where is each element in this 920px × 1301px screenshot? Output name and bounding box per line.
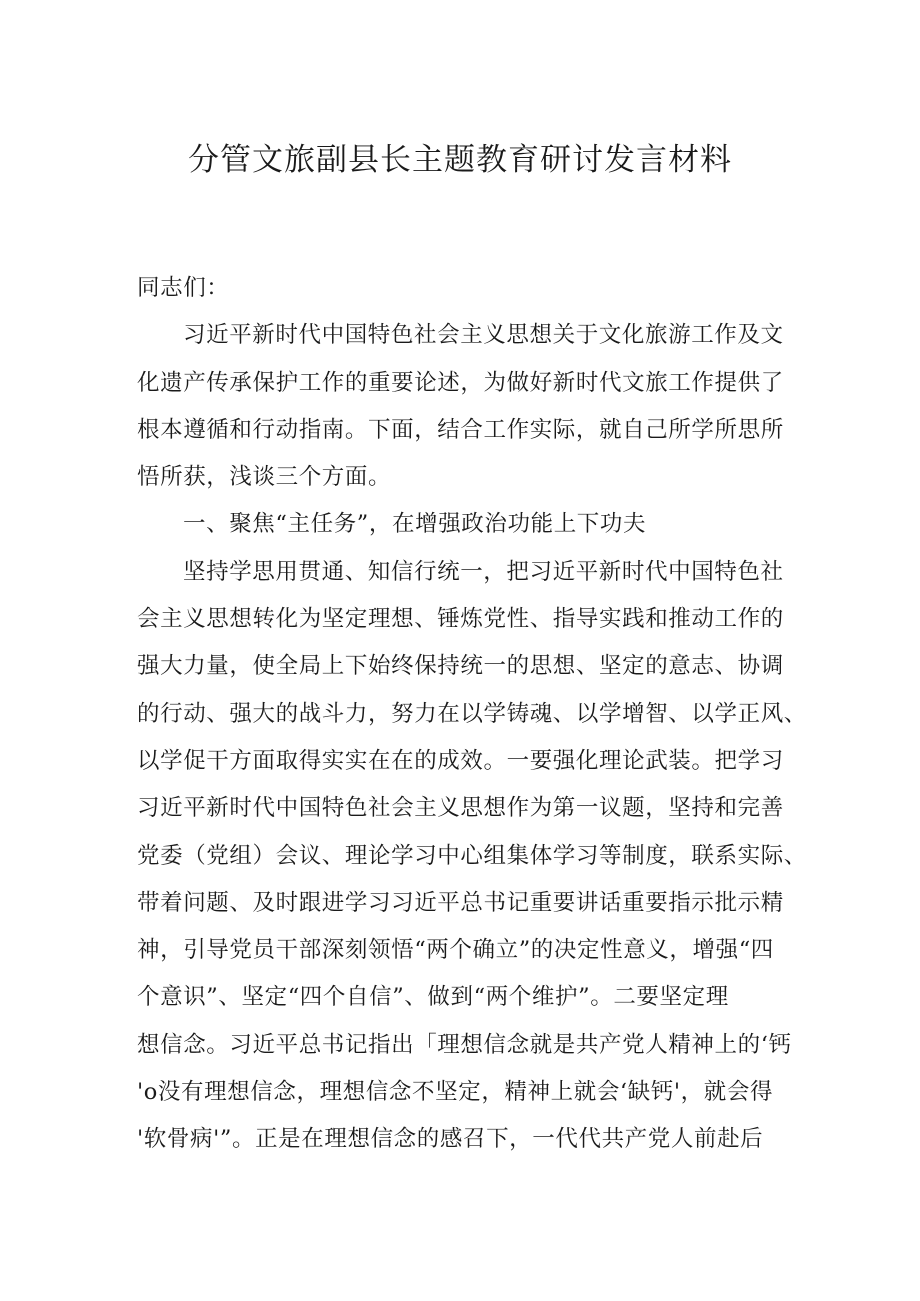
body-line: 党委（党组）会议、理论学习中心组集体学习等制度，联系实际、 [137, 842, 807, 869]
body-line: 神，引导党员干部深刻领悟“两个确立”的决定性意义，增强“四 [137, 937, 774, 964]
body-line: '软骨病'”。正是在理想信念的感召下，一代代共产党人前赴后 [137, 1126, 764, 1153]
body-line: 带着问题、及时跟进学习习近平总书记重要讲话重要指示批示精 [137, 889, 784, 916]
body-line: 根本遵循和行动指南。下面，结合工作实际，就自己所学所思所 [137, 416, 784, 443]
body-line: 坚持学思用贯通、知信行统一，把习近平新时代中国特色社 [183, 558, 784, 585]
body-line: 习近平新时代中国特色社会主义思想关于文化旅游工作及文 [183, 322, 784, 349]
body-line: 'o没有理想信念，理想信念不坚定，精神上就会‘缺钙'，就会得 [137, 1079, 774, 1106]
body-line: 以学促干方面取得实实在在的成效。一要强化理论武装。把学习 [137, 747, 784, 774]
body-line: 同志们： [137, 275, 230, 301]
body-line: 个意识”、坚定“四个自信”、做到“两个维护”。二要坚定理 [137, 984, 729, 1011]
body-line: 习近平新时代中国特色社会主义思想作为第一议题，坚持和完善 [137, 795, 784, 822]
document-title: 分管文旅副县长主题教育研讨发言材料 [188, 142, 732, 178]
body-line: 强大力量，使全局上下始终保持统一的思想、坚定的意志、协调 [137, 653, 784, 680]
body-line: 悟所获，浅谈三个方面。 [137, 464, 392, 491]
body-line: 化遗产传承保护工作的重要论述，为做好新时代文旅工作提供了 [137, 369, 784, 396]
body-line: 想信念。习近平总书记指出「理想信念就是共产党人精神上的‘钙 [137, 1031, 792, 1058]
body-line: 会主义思想转化为坚定理想、锤炼党性、指导实践和推动工作的 [137, 606, 784, 633]
document-body [137, 265, 807, 1164]
section-heading: 一、聚焦“主任务”，在增强政治功能上下功夫 [183, 511, 647, 538]
body-line: 的行动、强大的战斗力，努力在以学铸魂、以学增智、以学正风、 [137, 700, 807, 727]
